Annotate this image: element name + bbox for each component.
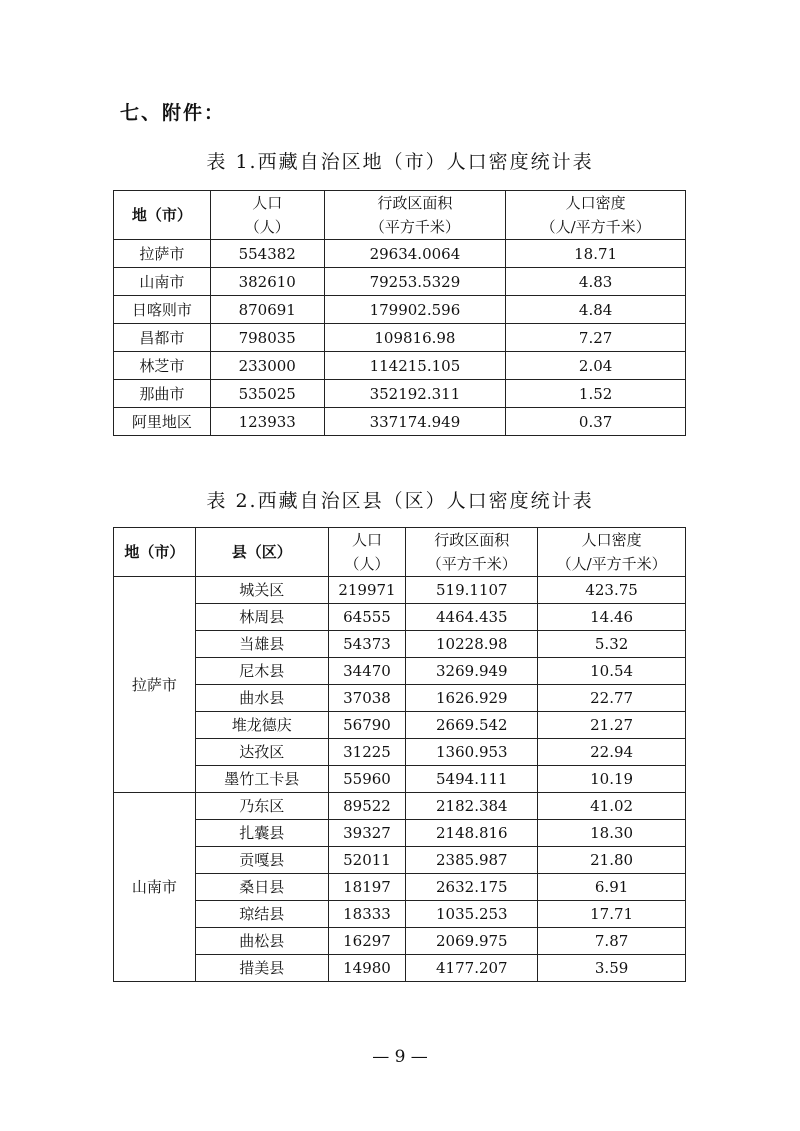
table-row xyxy=(114,408,686,436)
header-area-unit: （平方千米） xyxy=(426,555,517,573)
header-population-label: 人口 xyxy=(252,194,283,212)
county-cell: 扎囊县 xyxy=(195,820,328,847)
table-row xyxy=(114,685,686,712)
header-density-label: 人口密度 xyxy=(581,531,642,549)
header-area-label: 行政区面积 xyxy=(434,531,510,549)
density-cell: 7.87 xyxy=(538,928,686,955)
region-cell: 拉萨市 xyxy=(114,240,211,268)
table-row xyxy=(114,352,686,380)
area-cell: 109816.98 xyxy=(324,324,506,352)
density-cell: 3.59 xyxy=(538,955,686,982)
population-cell: 55960 xyxy=(328,766,406,793)
density-cell: 17.71 xyxy=(538,901,686,928)
county-cell: 措美县 xyxy=(195,955,328,982)
table-row xyxy=(114,658,686,685)
density-cell: 21.80 xyxy=(538,847,686,874)
table-row xyxy=(114,928,686,955)
area-cell: 1035.253 xyxy=(406,901,538,928)
density-cell: 423.75 xyxy=(538,577,686,604)
table-row xyxy=(114,240,686,268)
header-density-unit: （人/平方千米） xyxy=(556,555,667,573)
header-area-label: 行政区面积 xyxy=(377,194,453,212)
area-cell: 29634.0064 xyxy=(324,240,506,268)
density-cell: 7.27 xyxy=(506,324,686,352)
county-cell: 林周县 xyxy=(195,604,328,631)
region-cell: 山南市 xyxy=(114,268,211,296)
area-cell: 179902.596 xyxy=(324,296,506,324)
county-cell: 曲松县 xyxy=(195,928,328,955)
header-population-label: 人口 xyxy=(351,531,382,549)
area-cell: 1360.953 xyxy=(406,739,538,766)
area-cell: 114215.105 xyxy=(324,352,506,380)
area-cell: 2385.987 xyxy=(406,847,538,874)
density-cell: 10.54 xyxy=(538,658,686,685)
table-row xyxy=(114,793,686,820)
density-cell: 18.30 xyxy=(538,820,686,847)
county-cell: 乃东区 xyxy=(195,793,328,820)
density-cell: 41.02 xyxy=(538,793,686,820)
page-number: — 9 — xyxy=(372,1047,428,1067)
table-row xyxy=(114,874,686,901)
area-cell: 2182.384 xyxy=(406,793,538,820)
density-cell: 5.32 xyxy=(538,631,686,658)
header-population-unit: （人） xyxy=(244,218,290,236)
table-row xyxy=(114,955,686,982)
header-county: 县（区） xyxy=(195,528,328,577)
county-cell: 曲水县 xyxy=(195,685,328,712)
population-cell: 798035 xyxy=(210,324,324,352)
county-cell: 墨竹工卡县 xyxy=(195,766,328,793)
county-cell: 当雄县 xyxy=(195,631,328,658)
area-cell: 2069.975 xyxy=(406,928,538,955)
table-row xyxy=(114,739,686,766)
header-population xyxy=(328,528,406,577)
table-row xyxy=(114,712,686,739)
area-cell: 337174.949 xyxy=(324,408,506,436)
region-density-table xyxy=(113,190,686,436)
region-cell: 日喀则市 xyxy=(114,296,211,324)
table-row xyxy=(114,901,686,928)
table-row xyxy=(114,268,686,296)
city-cell: 山南市 xyxy=(114,793,196,982)
county-cell: 堆龙德庆 xyxy=(195,712,328,739)
density-cell: 10.19 xyxy=(538,766,686,793)
area-cell: 1626.929 xyxy=(406,685,538,712)
county-cell: 城关区 xyxy=(195,577,328,604)
population-cell: 16297 xyxy=(328,928,406,955)
population-cell: 89522 xyxy=(328,793,406,820)
county-cell: 贡嘎县 xyxy=(195,847,328,874)
table-row xyxy=(114,296,686,324)
table-row xyxy=(114,847,686,874)
population-cell: 18197 xyxy=(328,874,406,901)
header-area xyxy=(406,528,538,577)
density-cell: 4.83 xyxy=(506,268,686,296)
density-cell: 4.84 xyxy=(506,296,686,324)
city-cell: 拉萨市 xyxy=(114,577,196,793)
area-cell: 2632.175 xyxy=(406,874,538,901)
area-cell: 5494.111 xyxy=(406,766,538,793)
header-area-unit: （平方千米） xyxy=(369,218,460,236)
density-cell: 2.04 xyxy=(506,352,686,380)
region-cell: 阿里地区 xyxy=(114,408,211,436)
county-density-table xyxy=(113,527,686,982)
area-cell: 79253.5329 xyxy=(324,268,506,296)
area-cell: 10228.98 xyxy=(406,631,538,658)
table-header-row xyxy=(114,528,686,577)
region-cell: 那曲市 xyxy=(114,380,211,408)
region-cell: 昌都市 xyxy=(114,324,211,352)
table-row xyxy=(114,577,686,604)
header-density-unit: （人/平方千米） xyxy=(540,218,651,236)
density-cell: 1.52 xyxy=(506,380,686,408)
header-region: 地（市） xyxy=(114,528,196,577)
table-row xyxy=(114,820,686,847)
density-cell: 18.71 xyxy=(506,240,686,268)
area-cell: 519.1107 xyxy=(406,577,538,604)
density-cell: 14.46 xyxy=(538,604,686,631)
population-cell: 219971 xyxy=(328,577,406,604)
county-cell: 琼结县 xyxy=(195,901,328,928)
table-row xyxy=(114,324,686,352)
population-cell: 382610 xyxy=(210,268,324,296)
header-population xyxy=(210,191,324,240)
area-cell: 4177.207 xyxy=(406,955,538,982)
header-density xyxy=(506,191,686,240)
population-cell: 18333 xyxy=(328,901,406,928)
population-cell: 123933 xyxy=(210,408,324,436)
table-row xyxy=(114,766,686,793)
table-row xyxy=(114,631,686,658)
header-population-unit: （人） xyxy=(344,555,390,573)
county-cell: 桑日县 xyxy=(195,874,328,901)
population-cell: 554382 xyxy=(210,240,324,268)
population-cell: 39327 xyxy=(328,820,406,847)
density-cell: 6.91 xyxy=(538,874,686,901)
population-cell: 14980 xyxy=(328,955,406,982)
area-cell: 3269.949 xyxy=(406,658,538,685)
density-cell: 22.77 xyxy=(538,685,686,712)
header-region: 地（市） xyxy=(114,191,211,240)
table2-caption: 表 2.西藏自治区县（区）人口密度统计表 xyxy=(206,490,594,512)
population-cell: 233000 xyxy=(210,352,324,380)
population-cell: 31225 xyxy=(328,739,406,766)
population-cell: 64555 xyxy=(328,604,406,631)
table1-caption: 表 1.西藏自治区地（市）人口密度统计表 xyxy=(206,151,594,173)
header-area xyxy=(324,191,506,240)
section-heading: 七、附件： xyxy=(120,102,226,124)
region-cell: 林芝市 xyxy=(114,352,211,380)
county-cell: 尼木县 xyxy=(195,658,328,685)
population-cell: 535025 xyxy=(210,380,324,408)
table-row xyxy=(114,380,686,408)
area-cell: 352192.311 xyxy=(324,380,506,408)
density-cell: 22.94 xyxy=(538,739,686,766)
population-cell: 870691 xyxy=(210,296,324,324)
header-density xyxy=(538,528,686,577)
population-cell: 56790 xyxy=(328,712,406,739)
header-density-label: 人口密度 xyxy=(565,194,626,212)
population-cell: 52011 xyxy=(328,847,406,874)
population-cell: 54373 xyxy=(328,631,406,658)
area-cell: 4464.435 xyxy=(406,604,538,631)
area-cell: 2148.816 xyxy=(406,820,538,847)
density-cell: 0.37 xyxy=(506,408,686,436)
area-cell: 2669.542 xyxy=(406,712,538,739)
density-cell: 21.27 xyxy=(538,712,686,739)
population-cell: 37038 xyxy=(328,685,406,712)
population-cell: 34470 xyxy=(328,658,406,685)
table-row xyxy=(114,604,686,631)
county-cell: 达孜区 xyxy=(195,739,328,766)
table-header-row xyxy=(114,191,686,240)
